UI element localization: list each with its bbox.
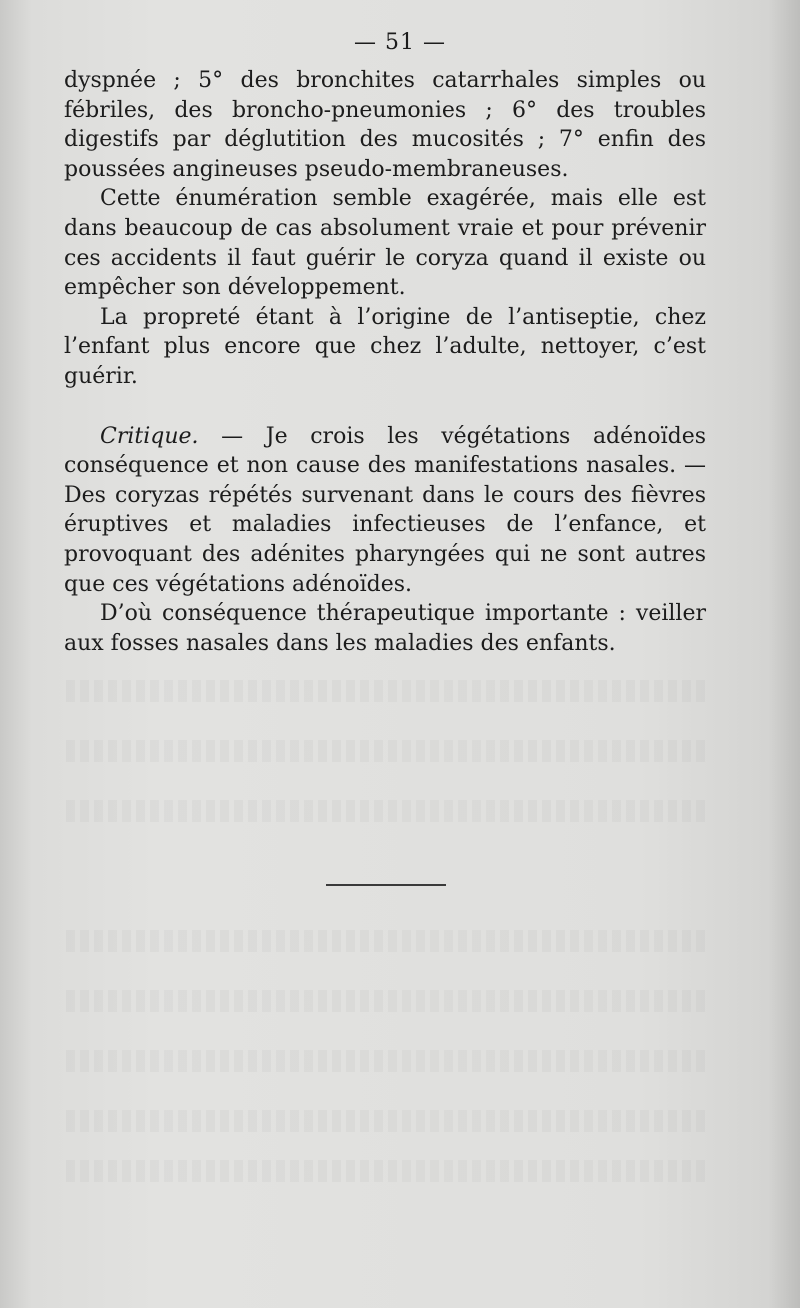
bleed-through-texture (66, 1050, 706, 1072)
paragraph-critique (64, 422, 706, 600)
bleed-through-texture (66, 1160, 706, 1182)
bleed-through-texture (66, 990, 706, 1012)
bleed-through-texture (66, 800, 706, 822)
page-number: — 51 — (354, 30, 446, 55)
bleed-through-texture (66, 930, 706, 952)
critique-label: Critique. (100, 423, 199, 449)
bleed-through-texture (66, 1110, 706, 1132)
bleed-through-texture (66, 740, 706, 762)
paragraph-enumeration: Cette énumération semble exagérée, mais elle est dans beaucoup de cas absolument vraie et pour prévenir ces accidents il faut guérir le coryza quand il existe ou empêcher son développement. (64, 186, 706, 301)
paragraph-consequence: D’où conséquence thérapeutique importante : veiller aux fosses nasales dans les maladies des enfants. (64, 601, 706, 656)
paragraph-proprete: La propreté étant à l’origine de l’antiseptie, chez l’enfant plus encore que chez l’adulte, nettoyer, c’est guérir. (64, 304, 706, 389)
bleed-through-texture (66, 680, 706, 702)
paragraph-continuation: dyspnée ; 5° des bronchites catarrhales simples ou fébriles, des broncho-pneumonies ; 6° des troubles digestifs par déglutition des mucosités ; 7° enfin des poussées angineuses pseudo-membraneuses. (64, 68, 706, 182)
critique-text: — Je crois les végétations adénoïdes conséquence et non cause des manifestations nasales. — Des coryzas répétés survenant dans le cours des fièvres éruptives et maladies infectieuses de l’enfance, et provoquant des adénites pharyngées qui ne sont autres que ces végétations adénoïdes. (64, 423, 706, 597)
body-text (64, 66, 706, 658)
section-end-rule (326, 884, 446, 886)
